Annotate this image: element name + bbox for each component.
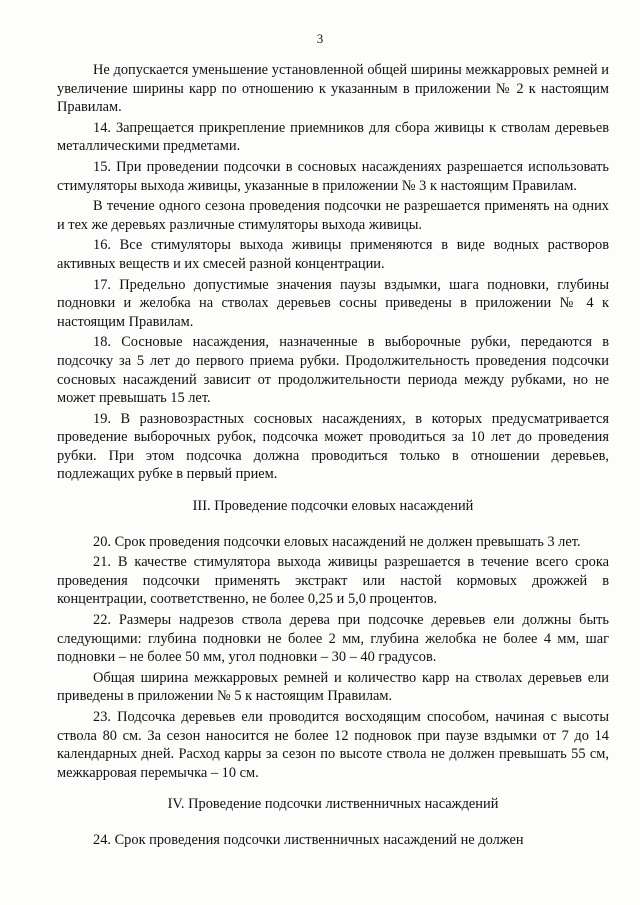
paragraph: 20. Срок проведения подсочки еловых насаждений не должен превышать 3 лет. bbox=[93, 533, 581, 550]
paragraph: 19. В разновозрастных сосновых насаждениях, в которых предусматривается проведение выборочных рубок, подсочка может проводиться за 10 лет до проведения рубки. При этом подсочка должна проводиться только в отношении деревьев, подлежащих рубке в первый прием. bbox=[57, 410, 609, 483]
paragraph: 18. Сосновые насаждения, назначенные в выборочные рубки, передаются в подсочку за 5 лет до первого приема рубки. Продолжительность проведения подсочки сосновых насаждений зависит от продолжительности периода между рубками, но не может превышать 15 лет. bbox=[57, 334, 609, 407]
page-number: 3 bbox=[316, 31, 324, 46]
paragraph: Не допускается уменьшение установленной общей ширины межкарровых ремней и увеличение ширины карр по отношению к указанным в приложении № 2 к настоящим Правилам. bbox=[57, 62, 609, 116]
section-heading: III. Проведение подсочки еловых насаждений bbox=[192, 498, 474, 515]
paragraph: 24. Срок проведения подсочки лиственничных насаждений не должен bbox=[93, 831, 524, 848]
paragraph: 14. Запрещается прикрепление приемников для сбора живицы к стволам деревьев металлическими предметами. bbox=[57, 119, 609, 155]
section-heading: IV. Проведение подсочки лиственничных насаждений bbox=[167, 796, 499, 813]
paragraph: 23. Подсочка деревьев ели проводится восходящим способом, начиная с высоты ствола 80 см. За сезон наносится не более 12 подновок при паузе вздымки от 7 до 14 календарных дней. Расход карры за сезон по высоте ствола не должен превышать 55 см, межкарровая перемычка – 10 см. bbox=[57, 709, 609, 781]
paragraph: 21. В качестве стимулятора выхода живицы разрешается в течение всего срока проведения подсочки применять экстракт или настой кормовых дрожжей в концентрации, соответственно, не более 0,25 и 5,0 процентов. bbox=[57, 554, 609, 608]
paragraph: В течение одного сезона проведения подсочки не разрешается применять на одних и тех же деревьях различные стимуляторы выхода живицы. bbox=[57, 198, 609, 233]
paragraph: 15. При проведении подсочки в сосновых насаждениях разрешается использовать стимуляторы выхода живицы, указанные в приложении № 3 к настоящим Правилам. bbox=[57, 158, 609, 194]
paragraph: 17. Предельно допустимые значения паузы вздымки, шага подновки, глубины подновки и желобка на стволах деревьев сосны приведены в приложении № 4 к настоящим Правилам. bbox=[57, 276, 609, 330]
paragraph: 22. Размеры надрезов ствола дерева при подсочке деревьев ели должны быть следующими: глубина подновки не более 2 мм, глубина желобка не более 4 мм, шаг подновки – не более 50 мм, угол подновки – 30 – 40 градусов. bbox=[57, 612, 609, 666]
document-body bbox=[57, 61, 609, 852]
paragraph: Общая ширина межкарровых ремней и количество карр на стволах деревьев ели приведены в приложении № 5 к настоящим Правилам. bbox=[57, 669, 609, 705]
paragraph: 16. Все стимуляторы выхода живицы применяются в виде водных растворов активных веществ и их смесей разной концентрации. bbox=[57, 237, 609, 272]
